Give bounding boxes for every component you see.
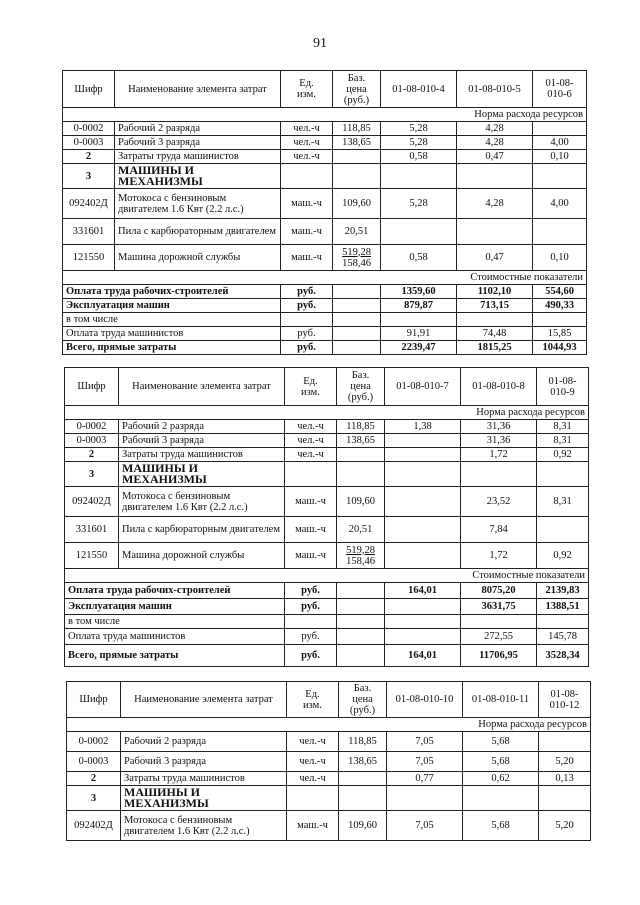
header-code: Шифр <box>63 71 115 108</box>
norm-label: Норма расхода ресурсов <box>67 718 591 732</box>
summary-row: Оплата труда рабочих-строителей руб. 1359,60 1102,10 554,60 <box>63 285 587 299</box>
header-col-3: 01-08-010-6 <box>533 71 587 108</box>
header-name: Наименование элемента затрат <box>121 682 287 718</box>
header-col-1: 01-08-010-10 <box>387 682 463 718</box>
header-col-2: 01-08-010-5 <box>457 71 533 108</box>
table-row: 3 МАШИНЫ И МЕХАНИЗМЫ <box>63 164 587 189</box>
page-number: 91 <box>313 36 327 51</box>
header-col-2: 01-08-010-8 <box>461 368 537 406</box>
header-col-3: 01-08-010-9 <box>537 368 589 406</box>
header-col-3: 01-08-010-12 <box>539 682 591 718</box>
header-code: Шифр <box>65 368 119 406</box>
table-row: 331601 Пила с карбюраторным двигателем маш.-ч 20,51 7,84 <box>65 517 589 543</box>
header-unit: Ед. изм. <box>287 682 339 718</box>
cost-label: Стоимостные показатели <box>65 569 589 583</box>
cost-table-1 <box>62 70 587 355</box>
summary-row: Оплата труда машинистов руб. 91,91 74,48 15,85 <box>63 327 587 341</box>
table-row: 092402Д Мотокоса с бензиновым двигателем 1.6 Квт (2.2 л.с.) маш.-ч 109,60 7,05 5,68 5,20 <box>67 811 591 841</box>
header-name: Наименование элемента затрат <box>115 71 281 108</box>
header-col-1: 01-08-010-4 <box>381 71 457 108</box>
cost-table-3 <box>66 681 591 841</box>
table-row: 0-0002 Рабочий 2 разряда чел.-ч 118,85 7,05 5,68 <box>67 732 591 752</box>
table-row: 092402Д Мотокоса с бензиновым двигателем 1.6 Квт (2.2 л.с.) маш.-ч 109,60 5,28 4,28 4,00 <box>63 189 587 219</box>
header-name: Наименование элемента затрат <box>119 368 285 406</box>
cost-label: Стоимостные показатели <box>63 271 587 285</box>
header-price: Баз. цена (руб.) <box>339 682 387 718</box>
header-price: Баз. цена (руб.) <box>337 368 385 406</box>
summary-row: Всего, прямые затраты руб. 164,01 11706,95 3528,34 <box>65 645 589 667</box>
header-unit: Ед. изм. <box>285 368 337 406</box>
summary-row: в том числе <box>65 615 589 629</box>
table-row: 2 Затраты труда машинистов чел.-ч 0,77 0,62 0,13 <box>67 772 591 786</box>
summary-row: Эксплуатация машин руб. 879,87 713,15 490,33 <box>63 299 587 313</box>
header-price: Баз. цена (руб.) <box>333 71 381 108</box>
summary-row: Оплата труда машинистов руб. 272,55 145,78 <box>65 629 589 645</box>
table-row: 0-0003 Рабочий 3 разряда чел.-ч 138,65 5,28 4,28 4,00 <box>63 136 587 150</box>
table-row: 331601 Пила с карбюраторным двигателем маш.-ч 20,51 <box>63 219 587 245</box>
table-row: 2 Затраты труда машинистов чел.-ч 1,72 0,92 <box>65 448 589 462</box>
table-row: 3 МАШИНЫ И МЕХАНИЗМЫ <box>67 786 591 811</box>
header-unit: Ед. изм. <box>281 71 333 108</box>
table-row: 0-0002 Рабочий 2 разряда чел.-ч 118,85 5,28 4,28 <box>63 122 587 136</box>
summary-row: Всего, прямые затраты руб. 2239,47 1815,25 1044,93 <box>63 341 587 355</box>
norm-label: Норма расхода ресурсов <box>65 406 589 420</box>
cost-table-2 <box>64 367 589 667</box>
summary-row: в том числе <box>63 313 587 327</box>
table-row: 3 МАШИНЫ И МЕХАНИЗМЫ <box>65 462 589 487</box>
summary-row: Эксплуатация машин руб. 3631,75 1388,51 <box>65 599 589 615</box>
header-col-1: 01-08-010-7 <box>385 368 461 406</box>
table-row: 092402Д Мотокоса с бензиновым двигателем 1.6 Квт (2.2 л.с.) маш.-ч 109,60 23,52 8,31 <box>65 487 589 517</box>
header-code: Шифр <box>67 682 121 718</box>
norm-label: Норма расхода ресурсов <box>63 108 587 122</box>
header-col-2: 01-08-010-11 <box>463 682 539 718</box>
table-row: 0-0003 Рабочий 3 разряда чел.-ч 138,65 7,05 5,68 5,20 <box>67 752 591 772</box>
table-row: 121550 Машина дорожной службы маш.-ч 519,28 158,46 0,58 0,47 0,10 <box>63 245 587 271</box>
table-row: 0-0002 Рабочий 2 разряда чел.-ч 118,85 1,38 31,36 8,31 <box>65 420 589 434</box>
table-row: 121550 Машина дорожной службы маш.-ч 519,28 158,46 1,72 0,92 <box>65 543 589 569</box>
table-row: 2 Затраты труда машинистов чел.-ч 0,58 0,47 0,10 <box>63 150 587 164</box>
table-row: 0-0003 Рабочий 3 разряда чел.-ч 138,65 31,36 8,31 <box>65 434 589 448</box>
summary-row: Оплата труда рабочих-строителей руб. 164,01 8075,20 2139,83 <box>65 583 589 599</box>
